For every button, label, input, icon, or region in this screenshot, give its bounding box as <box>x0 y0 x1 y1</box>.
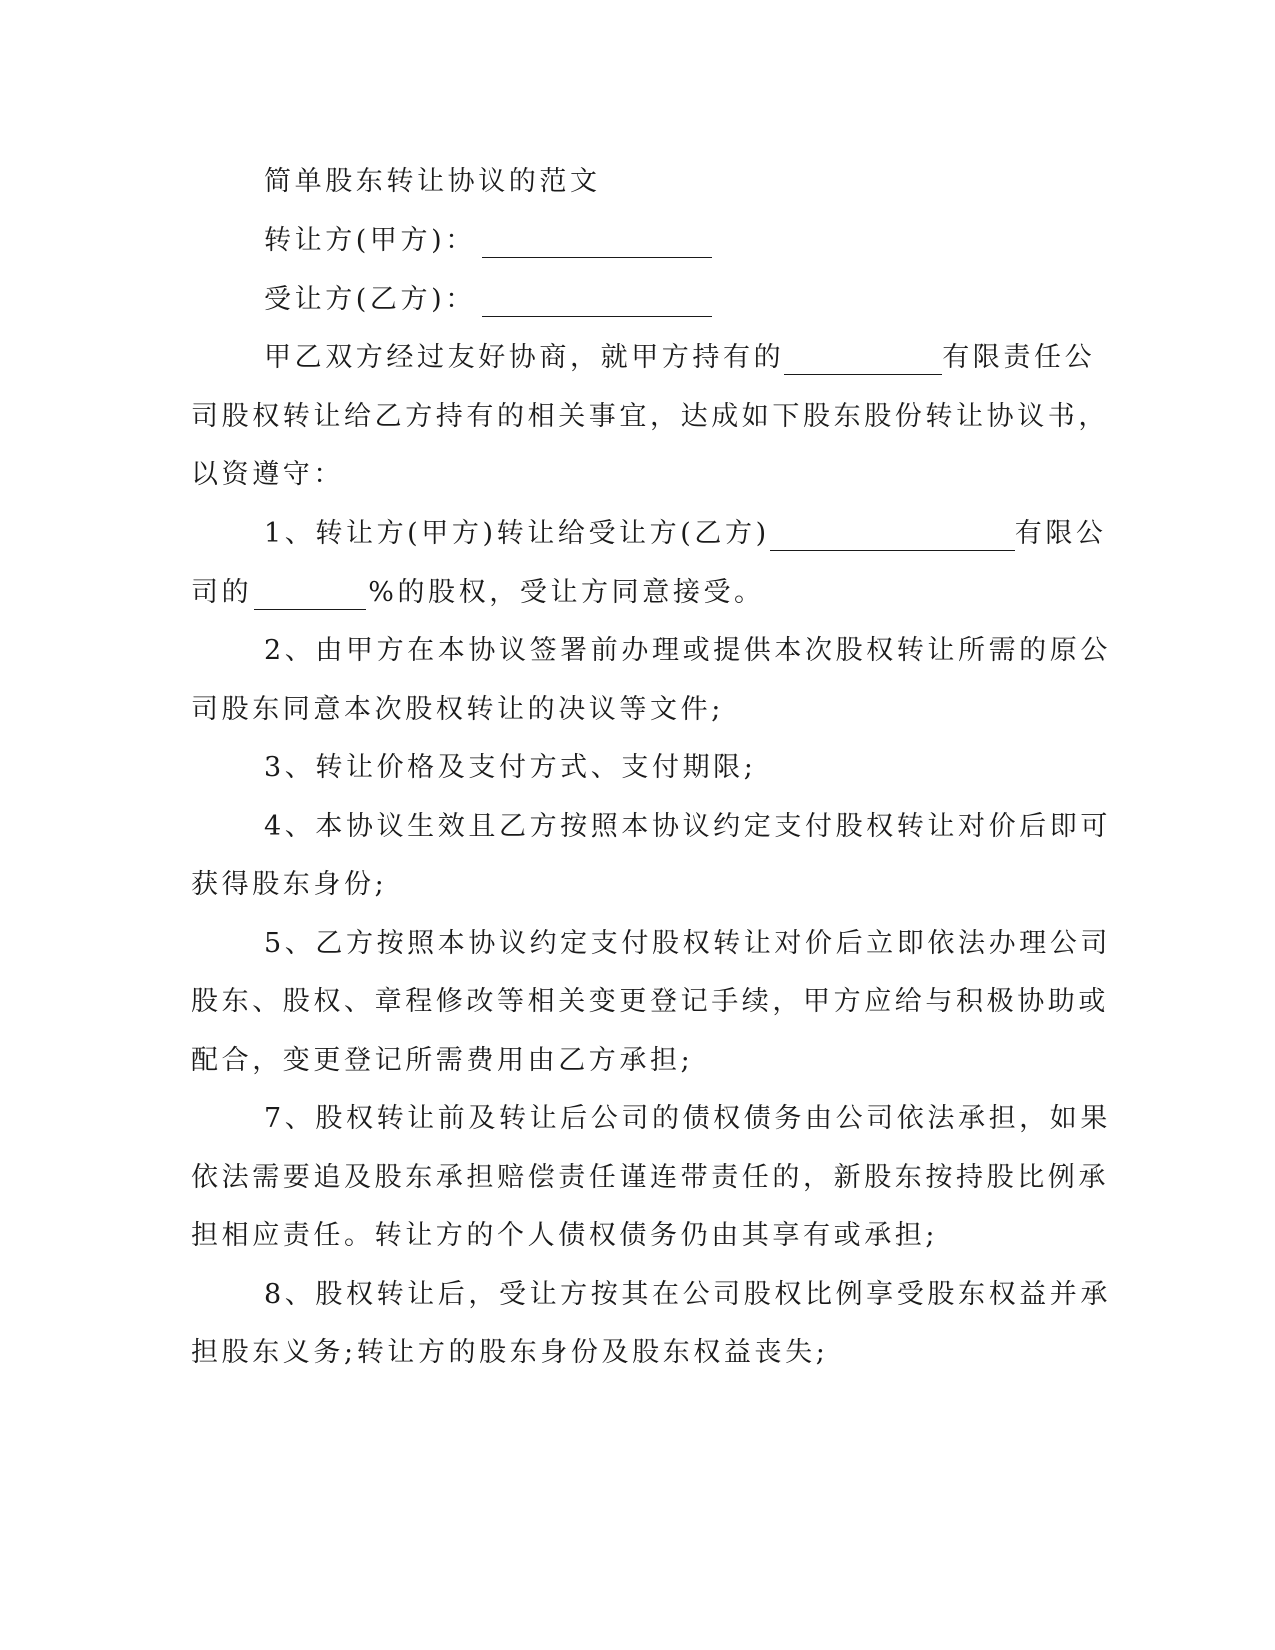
clause-1-text-3: %的股权，受让方同意接受。 <box>368 577 765 608</box>
clause-3-line-1: 3、转让价格及支付方式、支付期限; <box>264 752 757 783</box>
clause-1-text-2: 司的 <box>191 577 253 608</box>
clause-2-line-2: 司股东同意本次股权转让的决议等文件; <box>191 694 724 725</box>
clause-1-text-cont: 有限公 <box>1014 518 1107 549</box>
intro-line-3: 以资遵守： <box>191 459 344 490</box>
transferor-blank <box>482 231 712 258</box>
transferee-line <box>264 283 712 317</box>
percentage-blank <box>254 583 366 610</box>
clause-7-line-1: 7、股权转让前及转让后公司的债权债务由公司依法承担，如果 <box>264 1103 1111 1134</box>
clause-5-line-3: 配合，变更登记所需费用由乙方承担; <box>191 1045 694 1076</box>
transferor-line <box>264 224 712 258</box>
company-name-blank <box>784 348 942 375</box>
clause-1-line-1 <box>264 517 1107 551</box>
clause-7-line-3: 担相应责任。转让方的个人债权债务仍由其享有或承担; <box>191 1220 939 1251</box>
clause-4-line-1: 4、本协议生效且乙方按照本协议约定支付股权转让对价后即可 <box>264 811 1111 842</box>
clause-4-line-2: 获得股东身份; <box>191 869 388 900</box>
document-title: 简单股东转让协议的范文 <box>264 166 601 197</box>
intro-line-2: 司股权转让给乙方持有的相关事宜，达成如下股东股份转让协议书， <box>191 401 1109 432</box>
clause-1-line-2 <box>191 576 765 610</box>
intro-text: 甲乙双方经过友好协商，就甲方持有的 <box>264 342 785 373</box>
clause-8-line-2: 担股东义务;转让方的股东身份及股东权益丧失; <box>191 1337 829 1368</box>
transferee-label: 受让方(乙方)： <box>264 284 476 315</box>
clause-2-line-1: 2、由甲方在本协议签署前办理或提供本次股权转让所需的原公 <box>264 635 1111 666</box>
intro-text-cont: 有限责任公 <box>942 342 1096 373</box>
clause-5-line-1: 5、乙方按照本协议约定支付股权转让对价后立即依法办理公司 <box>264 928 1111 959</box>
clause-5-line-2: 股东、股权、章程修改等相关变更登记手续，甲方应给与积极协助或 <box>191 986 1109 1017</box>
clause-1-text: 1、转让方(甲方)转让给受让方(乙方) <box>264 518 770 549</box>
transferee-blank <box>482 290 712 317</box>
intro-line-1 <box>264 341 1095 375</box>
clause-7-line-2: 依法需要追及股东承担赔偿责任谨连带责任的，新股东按持股比例承 <box>191 1162 1109 1193</box>
company-blank <box>770 524 1015 551</box>
transferor-label: 转让方(甲方)： <box>264 225 476 256</box>
clause-8-line-1: 8、股权转让后，受让方按其在公司股权比例享受股东权益并承 <box>264 1279 1111 1310</box>
